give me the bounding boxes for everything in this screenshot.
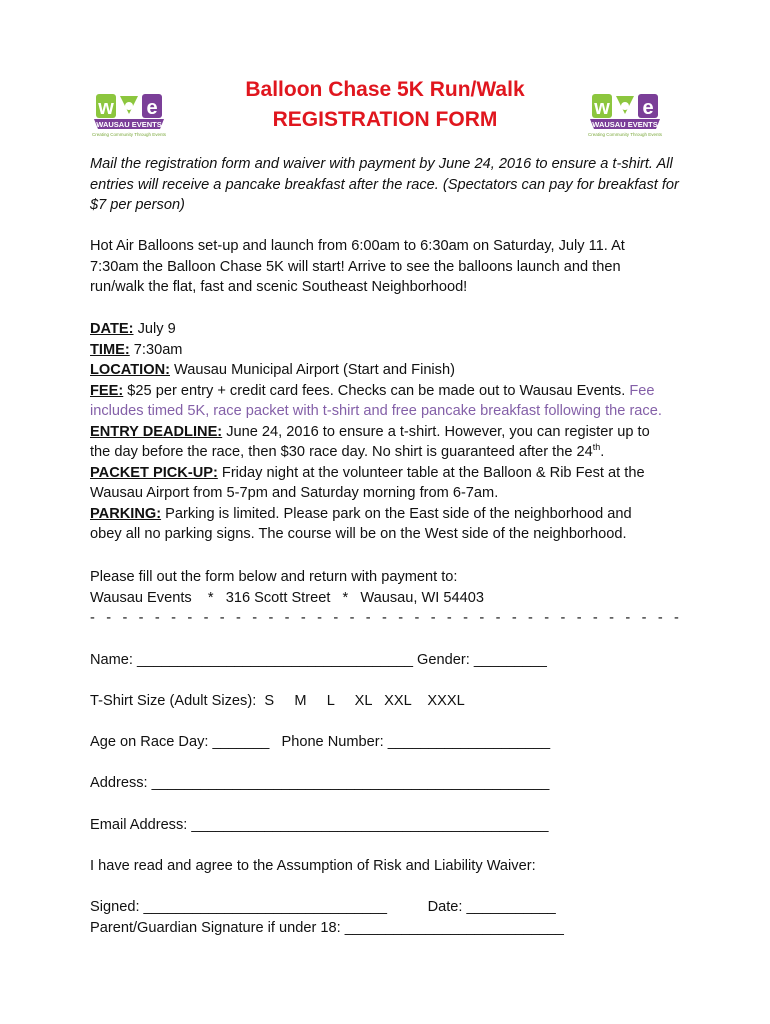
fee-note-line: includes timed 5K, race packet with t-shirt and free pancake breakfast following the race. [90,403,662,419]
time-value: 7:30am [129,341,183,358]
time-row [90,340,690,361]
about-line: 7:30am the Balloon Chase 5K will start! Arrive to see the balloons launch and then [90,258,621,275]
guardian-signature-field[interactable]: Parent/Guardian Signature if under 18: ___________________________ [90,920,564,936]
wausau-events-logo-left [92,92,166,138]
intro-line: $7 per person) [90,197,185,213]
fee-row [90,381,690,402]
name-gender-field[interactable]: Name: __________________________________ Gender: _________ [90,652,547,668]
parking-value: Parking is limited. Please park on the East side of the neighborhood and [161,505,632,522]
logo-letter-e: e [642,97,654,119]
date-value: July 9 [133,321,176,337]
packet-value: Friday night at the volunteer table at the Balloon & Rib Fest at the [217,464,645,481]
deadline-text: the day before the race, then $30 race day. No shirt is guaranteed after the 24 [90,444,593,460]
logo-tagline: Creating Community Through Events [92,132,166,137]
form-subtitle: REGISTRATION FORM [272,108,498,131]
mail-instructions [90,567,690,629]
deadline-value: June 24, 2016 to ensure a t-shirt. However, you can register up to [222,423,650,440]
about-paragraph [90,236,690,298]
ordinal-suffix: th [592,442,601,453]
location-label: LOCATION: [90,362,170,378]
logo-banner-text: WAUSAU EVENTS [592,120,658,129]
logo-tagline: Creating Community Through Events [588,132,662,137]
fee-value: $25 per entry + credit card fees. Checks can be made out to Wausau Events. [123,382,630,399]
mail-line: Please fill out the form below and return with payment to: [90,569,458,585]
deadline-end: . [600,444,605,460]
email-field[interactable]: Email Address: ____________________________________________ [90,817,549,833]
deadline-row [90,422,690,443]
fee-label: FEE: [90,382,124,399]
tshirt-size-field[interactable]: T-Shirt Size (Adult Sizes): S M L XL XXL XXXL [90,693,465,709]
logo-letter-w: w [594,97,610,119]
location-value: Wausau Municipal Airport (Start and Finish) [169,362,455,378]
intro-paragraph [90,154,690,216]
mail-address: Wausau Events * 316 Scott Street * Wausau, WI 54403 [90,589,484,606]
intro-line: Mail the registration form and waiver with payment by June 24, 2016 to ensure a t-shirt. All [90,156,673,172]
logo-letter-e: e [146,97,158,119]
address-field[interactable]: Address: _________________________________________________ [90,775,550,791]
logo-letter-w: w [98,97,114,119]
parking-row [90,504,690,525]
intro-line: entries will receive a pancake breakfast after the race. (Spectators can pay for breakfast for [90,176,679,193]
time-label: TIME: [90,341,130,358]
date-row [90,319,690,340]
waiver-statement: I have read and agree to the Assumption of Risk and Liability Waiver: [90,858,536,874]
packet-row [90,463,690,484]
logo-banner-text: WAUSAU EVENTS [96,120,162,129]
cut-line: - - - - - - - - - - - - - - - - - - - - - - - - - - - - - - - - - - - - - [90,610,679,626]
parking-label: PARKING: [90,505,162,522]
date-label: DATE: [90,321,134,337]
age-phone-field[interactable]: Age on Race Day: _______ Phone Number: ____________________ [90,734,551,750]
fee-note: Fee [629,382,655,399]
form-title: Balloon Chase 5K Run/Walk [245,78,525,101]
about-line: Hot Air Balloons set-up and launch from 6:00am to 6:30am on Saturday, July 11. At [90,238,625,254]
packet-label: PACKET PICK-UP: [90,464,218,481]
location-row [90,360,690,381]
about-line: run/walk the flat, fast and scenic Southeast Neighborhood! [90,279,468,295]
event-details [90,319,690,545]
deadline-line [90,442,690,463]
signature-date-field[interactable]: Signed: ______________________________ Date: ___________ [90,899,556,915]
packet-line: Wausau Airport from 5-7pm and Saturday morning from 6-7am. [90,485,499,501]
wausau-events-logo-right [588,92,662,138]
parking-line: obey all no parking signs. The course will be on the West side of the neighborhood. [90,526,627,542]
deadline-label: ENTRY DEADLINE: [90,423,223,440]
